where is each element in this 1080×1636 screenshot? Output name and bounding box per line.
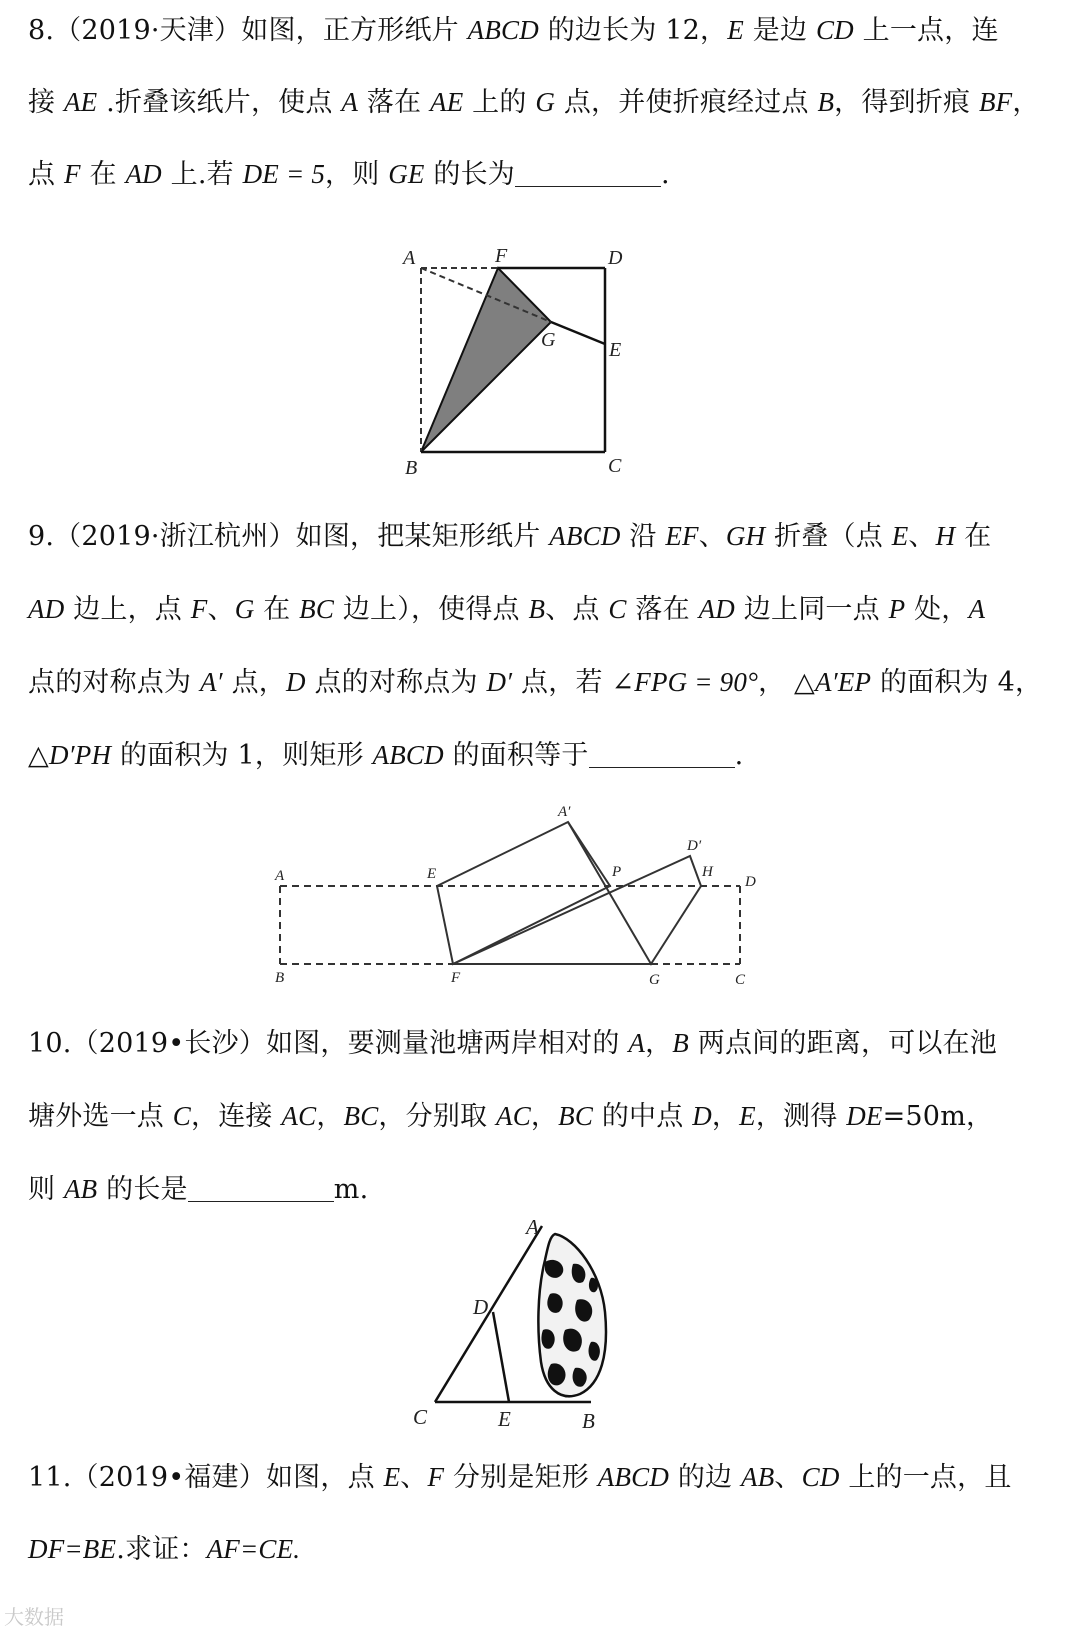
pond-shape: [538, 1234, 606, 1396]
label-h: H: [702, 864, 713, 880]
label-b: B: [582, 1409, 595, 1433]
answer-blank: [589, 766, 735, 768]
segment-ge: [551, 322, 605, 344]
segment-de: [493, 1312, 509, 1402]
label-c: C: [608, 455, 622, 477]
label-a: A: [403, 247, 416, 269]
q8-figure: [395, 238, 645, 478]
label-d: D: [473, 1295, 489, 1319]
q11-line-1: 11.（2019•福建）如图，点 E、F 分别是矩形 ABCD 的边 AB、CD 上的一点，且: [28, 1462, 1012, 1493]
q8-line-3: 点 F 在 AD 上.若 DE = 5，则 GE 的长为 .: [28, 159, 670, 190]
answer-blank: [515, 185, 661, 187]
folded-left-flap: [437, 822, 610, 964]
q9-line-4: △D′PH 的面积为 1，则矩形 ABCD 的面积等于 .: [28, 740, 744, 771]
label-d: D: [608, 247, 623, 269]
q8-line-1: 8.（2019·天津）如图，正方形纸片 ABCD 的边长为 12，E 是边 CD 上一点，连: [28, 15, 999, 46]
folded-right-flap: [453, 822, 701, 964]
label-f: F: [451, 970, 461, 986]
label-b: B: [405, 457, 418, 478]
label-f: F: [495, 245, 508, 267]
segment-ac: [435, 1226, 542, 1402]
label-e: E: [498, 1407, 511, 1431]
q9-line-2: AD 边上，点 F、G 在 BC 边上），使得点 B、点 C 落在 AD 边上同一点 P 处，A: [28, 594, 986, 625]
label-g: G: [541, 329, 556, 351]
q10-line-1: 10.（2019•长沙）如图，要测量池塘两岸相对的 A，B 两点间的距离，可以在池: [28, 1028, 997, 1059]
answer-blank: [188, 1200, 334, 1202]
label-g: G: [649, 972, 660, 988]
q11-line-2: DF=BE.求证：AF=CE.: [28, 1534, 301, 1565]
label-p: P: [612, 864, 622, 880]
q10-figure: [405, 1212, 635, 1437]
q10-line-3: 则 AB 的长是 m.: [28, 1174, 369, 1205]
label-b: B: [275, 970, 285, 986]
q8-line-2: 接 AE .折叠该纸片，使点 A 落在 AE 上的 G 点，并使折痕经过点 B，得到折痕 BF，: [28, 87, 1040, 118]
label-a: A: [275, 868, 285, 884]
q9-figure: [265, 800, 775, 1000]
label-a-prime: A′: [558, 804, 571, 820]
label-e: E: [427, 866, 437, 882]
q9-line-1: 9.（2019·浙江杭州）如图，把某矩形纸片 ABCD 沿 EF、GH 折叠（点 E、H 在: [28, 521, 992, 552]
label-a: A: [526, 1215, 539, 1239]
label-c: C: [413, 1405, 428, 1429]
label-c: C: [735, 972, 746, 988]
label-e: E: [609, 339, 622, 361]
watermark: 大数据: [4, 1605, 64, 1629]
label-d-prime: D′: [687, 838, 702, 854]
label-d: D: [745, 874, 756, 890]
q10-line-2: 塘外选一点 C，连接 AC，BC，分别取 AC，BC 的中点 D，E，测得 DE=50m，: [28, 1101, 994, 1132]
q9-line-3: 点的对称点为 A′ 点，D 点的对称点为 D′ 点，若 ∠FPG = 90°， △A′EP 的面积为 4，: [28, 667, 1043, 698]
